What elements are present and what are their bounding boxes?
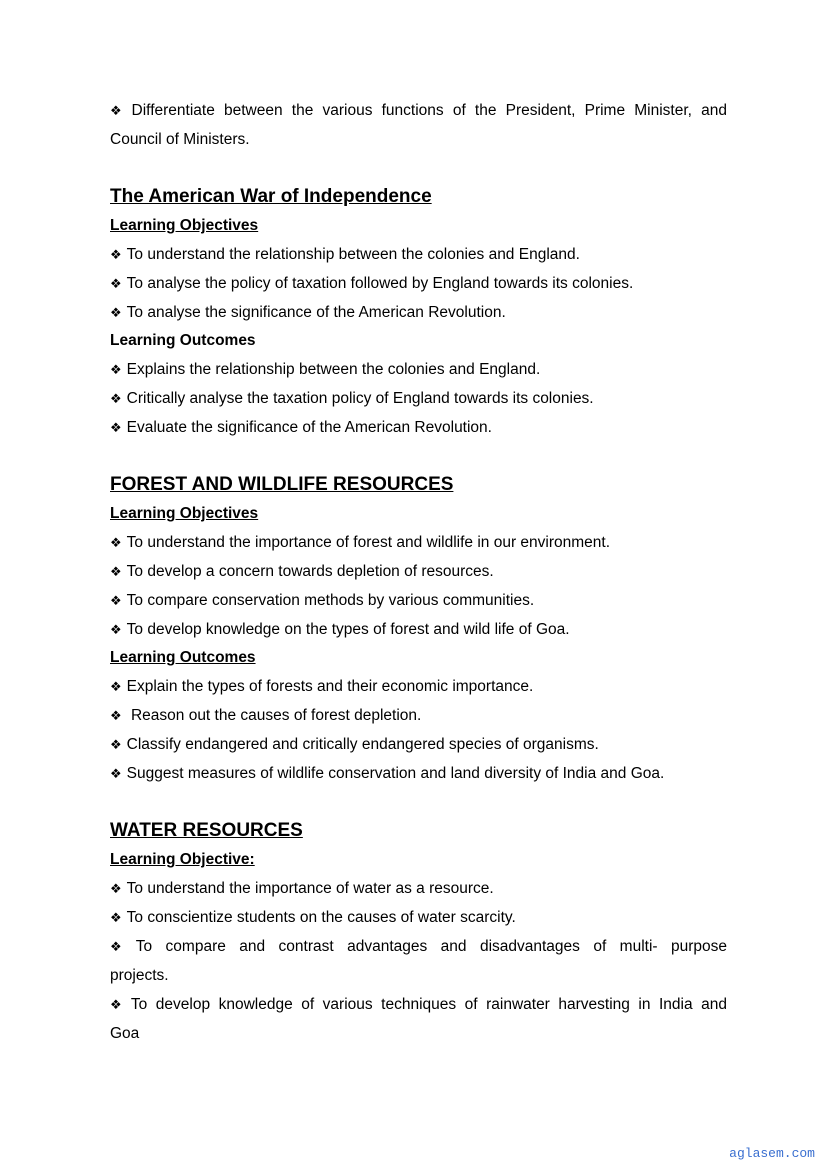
bullet-icon: ❖: [110, 997, 126, 1012]
section-title-forest-wildlife: FOREST AND WILDLIFE RESOURCES: [110, 474, 454, 495]
bullet-icon: ❖: [110, 362, 122, 377]
list-item: ❖ Critically analyse the taxation policy of England towards its colonies.: [110, 390, 594, 407]
bullet-icon: ❖: [110, 679, 122, 694]
list-item: ❖ To understand the importance of forest and wildlife in our environment.: [110, 534, 611, 551]
list-item: ❖ To understand the importance of water as a resource.: [110, 880, 494, 897]
bullet-icon: ❖: [110, 535, 122, 550]
list-item: ❖ To analyse the policy of taxation followed by England towards its colonies.: [110, 275, 634, 292]
bullet-icon: ❖: [110, 593, 122, 608]
learning-objective-heading: Learning Objective:: [110, 851, 255, 868]
watermark-link[interactable]: aglasem.com: [729, 1146, 815, 1161]
section-title-water-resources: WATER RESOURCES: [110, 820, 303, 841]
document-page: [110, 96, 727, 1048]
list-item-continuation: Goa: [110, 1025, 140, 1042]
learning-objectives-heading: Learning Objectives: [110, 217, 259, 234]
bullet-icon: ❖: [110, 881, 122, 896]
bullet-icon: ❖: [110, 708, 122, 723]
section-title-american-war: The American War of Independence: [110, 186, 432, 207]
list-item: ❖ Suggest measures of wildlife conservation and land diversity of India and Goa.: [110, 765, 665, 782]
list-item: ❖ To compare and contrast advantages and disadvantages of multi- purpose: [110, 938, 727, 955]
list-item: ❖ To analyse the significance of the American Revolution.: [110, 304, 506, 321]
list-item: ❖ To understand the relationship between the colonies and England.: [110, 246, 580, 263]
bullet-icon: ❖: [110, 103, 127, 118]
list-item-continuation: projects.: [110, 967, 169, 984]
list-item: ❖ Evaluate the significance of the American Revolution.: [110, 419, 492, 436]
list-item: ❖ To develop knowledge on the types of forest and wild life of Goa.: [110, 621, 570, 638]
learning-outcomes-heading: Learning Outcomes: [110, 649, 256, 666]
bullet-icon: ❖: [110, 766, 122, 781]
bullet-icon: ❖: [110, 420, 122, 435]
list-item: ❖ Classify endangered and critically endangered species of organisms.: [110, 736, 599, 753]
bullet-icon: ❖: [110, 391, 122, 406]
bullet-icon: ❖: [110, 247, 122, 262]
list-item: ❖ To compare conservation methods by various communities.: [110, 592, 535, 609]
learning-objectives-heading: Learning Objectives: [110, 505, 259, 522]
list-item: ❖ To conscientize students on the causes of water scarcity.: [110, 909, 516, 926]
bullet-icon: ❖: [110, 939, 131, 954]
bullet-icon: ❖: [110, 737, 122, 752]
bullet-icon: ❖: [110, 276, 122, 291]
bullet-icon: ❖: [110, 910, 122, 925]
list-item: ❖ Reason out the causes of forest depletion.: [110, 707, 422, 724]
list-item: ❖ To develop a concern towards depletion of resources.: [110, 563, 494, 580]
list-item: ❖ Explains the relationship between the colonies and England.: [110, 361, 541, 378]
learning-outcomes-heading: Learning Outcomes: [110, 332, 256, 349]
intro-continuation: Council of Ministers.: [110, 131, 250, 148]
bullet-icon: ❖: [110, 622, 122, 637]
list-item: ❖ To develop knowledge of various techniques of rainwater harvesting in India and: [110, 996, 727, 1013]
list-item: ❖ Explain the types of forests and their economic importance.: [110, 678, 534, 695]
bullet-icon: ❖: [110, 564, 122, 579]
bullet-icon: ❖: [110, 305, 122, 320]
intro-bullet-line: ❖ Differentiate between the various functions of the President, Prime Minister, and: [110, 102, 727, 119]
